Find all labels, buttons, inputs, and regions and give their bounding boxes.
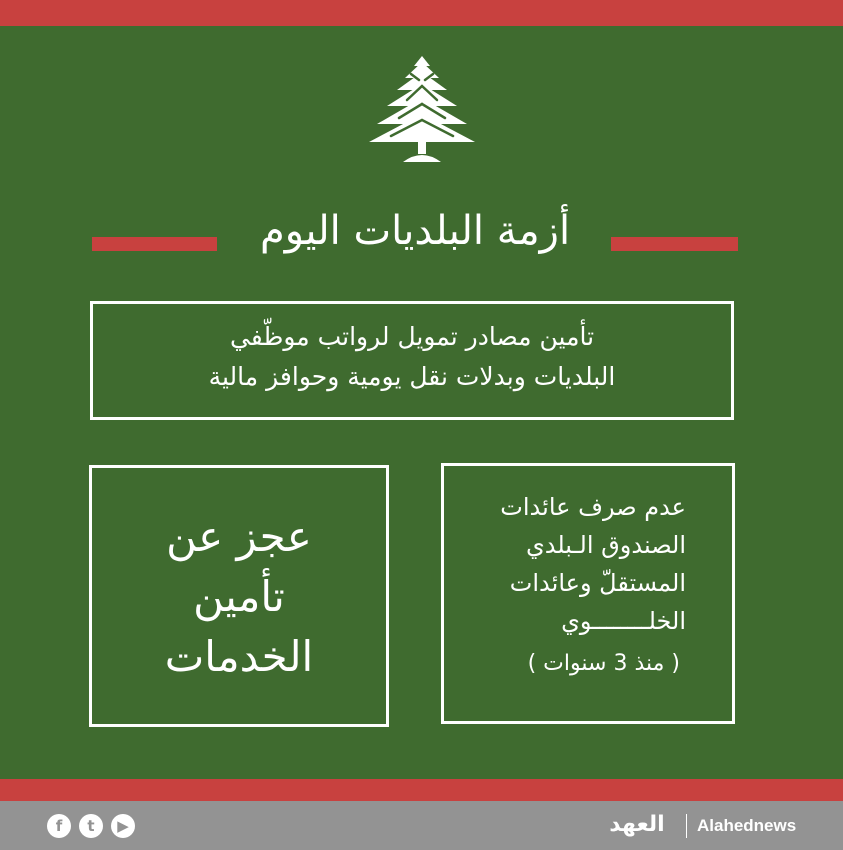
salaries-line-2: البلديات وبدلات نقل يومية وحوافز مالية: [208, 362, 616, 391]
services-box: [89, 465, 389, 727]
title-row: [0, 198, 843, 268]
revenues-line-4: الخلــــــــوي: [561, 607, 686, 635]
salaries-box: [90, 301, 734, 420]
title-bar-right: [611, 237, 738, 251]
brand-name: Alahednews: [697, 816, 797, 835]
footer-bar: [0, 801, 843, 850]
brand-logo-arabic: العهد: [609, 812, 665, 837]
revenues-since-note: ( منذ 3 سنوات ): [527, 651, 680, 676]
services-line-2: تأمين: [193, 572, 285, 621]
revenues-line-3: المستقلّ وعائدات: [509, 569, 686, 597]
services-line-1: عجز عن: [166, 512, 312, 561]
title-bar-left: [92, 237, 217, 251]
salaries-line-1: تأمين مصادر تمويل لرواتب موظّفي: [229, 322, 595, 351]
youtube-icon[interactable]: ▶: [111, 814, 135, 838]
revenues-line-1: عدم صرف عائدات: [500, 493, 686, 521]
page-title: أزمة البلديات اليوم: [259, 208, 571, 254]
twitter-icon[interactable]: t: [79, 814, 103, 838]
facebook-icon[interactable]: f: [47, 814, 71, 838]
top-red-stripe: [0, 0, 843, 26]
revenues-box: [441, 463, 735, 724]
brand-divider: [686, 814, 687, 838]
revenues-line-2: الصندوق الـبلدي: [525, 531, 686, 559]
bottom-red-stripe: [0, 779, 843, 801]
cedar-tree-icon: [367, 56, 477, 164]
services-line-3: الخدمات: [164, 632, 314, 681]
